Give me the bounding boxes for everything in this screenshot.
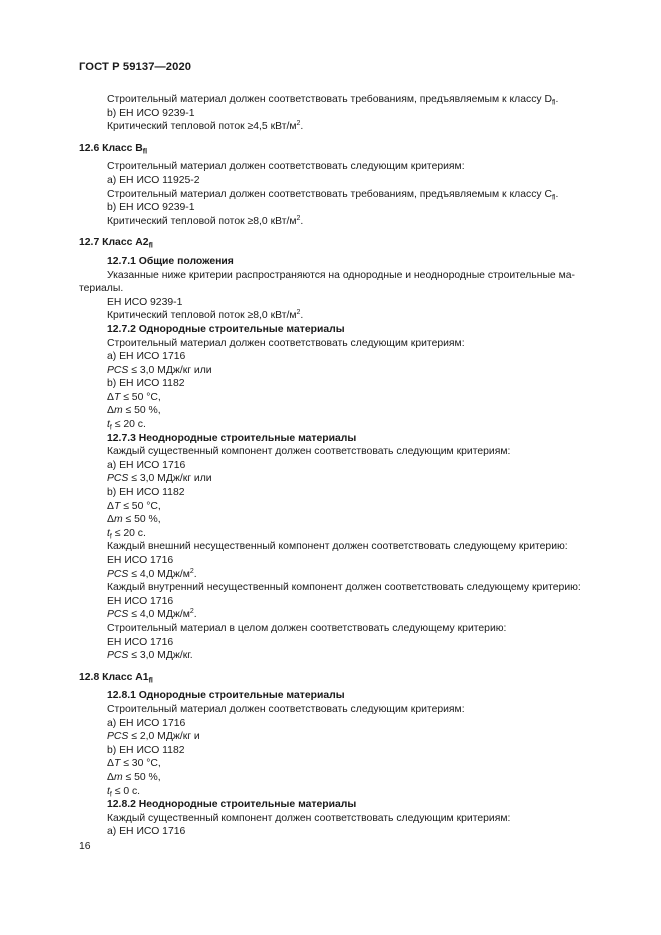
formula-line: $t_f \le 0$ с. xyxy=(107,785,141,798)
formula-line: ΔT ≤ 50 °C, xyxy=(107,391,161,403)
subsection-heading-12-7-2: 12.7.2 Однородные строительные материалы xyxy=(107,323,345,335)
text-line: ЕН ИСО 1716 xyxy=(107,595,174,607)
subsection-heading-12-7-3: 12.7.3 Неоднородные строительные материалы xyxy=(107,432,357,444)
text-line: а) ЕН ИСО 1716 xyxy=(107,717,186,729)
subsection-heading-12-8-1: 12.8.1 Однородные строительные материалы xyxy=(107,690,345,702)
text-line: Критический тепловой поток ≥8,0 кВт/$м^2$. xyxy=(107,309,304,322)
text-line: b) ЕН ИСО 9239-1 xyxy=(107,202,195,214)
text-line: Каждый внутренний несущественный компонент должен соответствовать следующему критерию: xyxy=(107,582,581,594)
text-line: Каждый существенный компонент должен соответствовать следующим критериям: xyxy=(107,446,511,458)
document-header: ГОСТ Р 59137—2020 xyxy=(79,61,192,73)
text-line: а) ЕН ИСО 1716 xyxy=(107,459,186,471)
formula-line: PCS ≤ 3,0 МДж/кг или xyxy=(107,473,212,485)
section-heading-12-6: 12.6 Класс $B_{fl}$ xyxy=(79,142,148,156)
text-line: Критический тепловой поток ≥8,0 кВт/$м^2$. xyxy=(107,214,304,227)
text-line: Критический тепловой поток ≥4,5 кВт/$м^2$. xyxy=(107,120,304,133)
text-line: ЕН ИСО 9239-1 xyxy=(107,296,183,308)
text-line: b) ЕН ИСО 1182 xyxy=(107,487,185,499)
formula-line: PCS ≤ 2,0 МДж/кг и xyxy=(107,731,200,743)
text-line: b) ЕН ИСО 1182 xyxy=(107,378,185,390)
text-line: ЕН ИСО 1716 xyxy=(107,555,174,566)
text-line: Каждый внешний несущественный компонент должен соответствовать следующему критерию: xyxy=(107,541,568,553)
formula-line: $t_f \le 20$ с. xyxy=(107,527,146,541)
text-line: а) ЕН ИСО 11925-2 xyxy=(107,174,200,186)
text-line: териалы. xyxy=(79,283,124,295)
text-line: b) ЕН ИСО 9239-1 xyxy=(107,107,195,119)
formula-line: PCS ≤ 3,0 МДж/кг. xyxy=(107,650,193,662)
section-heading-12-8: 12.8 Класс $A1_{fl}$ xyxy=(79,671,153,685)
formula-line: PCS ≤ 4,0 МДж/$м^2$. xyxy=(107,567,197,580)
page-number: 16 xyxy=(79,841,91,852)
text-line: Строительный материал должен соответствовать требованиям, предъявляемым к классу $C_{fl}$. xyxy=(107,188,559,202)
text-line: Строительный материал должен соответствовать требованиям, предъявляемым к классу $D_{fl}$. xyxy=(107,94,559,107)
formula-line: Δm ≤ 50 %, xyxy=(107,405,161,417)
section-heading-12-7: 12.7 Класс $A2_{fl}$ xyxy=(79,237,153,250)
text-line: а) ЕН ИСО 1716 xyxy=(107,826,186,838)
formula-line: Δm ≤ 50 %, xyxy=(107,771,161,783)
text-line: Строительный материал должен соответствовать следующим критериям: xyxy=(107,703,465,715)
text-line: Указанные ниже критерии распространяются на однородные и неоднородные строительные ма- xyxy=(107,269,575,281)
text-line: Строительный материал должен соответствовать следующим критериям: xyxy=(107,337,465,349)
text-line: ЕН ИСО 1716 xyxy=(107,636,174,648)
formula-line: PCS ≤ 4,0 МДж/$м^2$. xyxy=(107,608,197,621)
page-body xyxy=(79,93,592,839)
subsection-heading-12-8-2: 12.8.2 Неоднородные строительные материалы xyxy=(107,799,357,811)
text-line: а) ЕН ИСО 1716 xyxy=(107,351,186,363)
formula-line: ΔT ≤ 30 °C, xyxy=(107,758,161,770)
text-line: Строительный материал в целом должен соответствовать следующему критерию: xyxy=(107,622,507,634)
text-line: Каждый существенный компонент должен соответствовать следующим критериям: xyxy=(107,812,511,824)
formula-line: Δm ≤ 50 %, xyxy=(107,514,161,526)
formula-line: $t_f \le 20$ с. xyxy=(107,419,146,432)
subsection-heading-12-7-1: 12.7.1 Общие положения xyxy=(107,255,234,267)
formula-line: PCS ≤ 3,0 МДж/кг или xyxy=(107,364,212,376)
text-line: Строительный материал должен соответствовать следующим критериям: xyxy=(107,161,465,173)
text-line: b) ЕН ИСО 1182 xyxy=(107,744,185,756)
formula-line: ΔT ≤ 50 °C, xyxy=(107,500,161,512)
